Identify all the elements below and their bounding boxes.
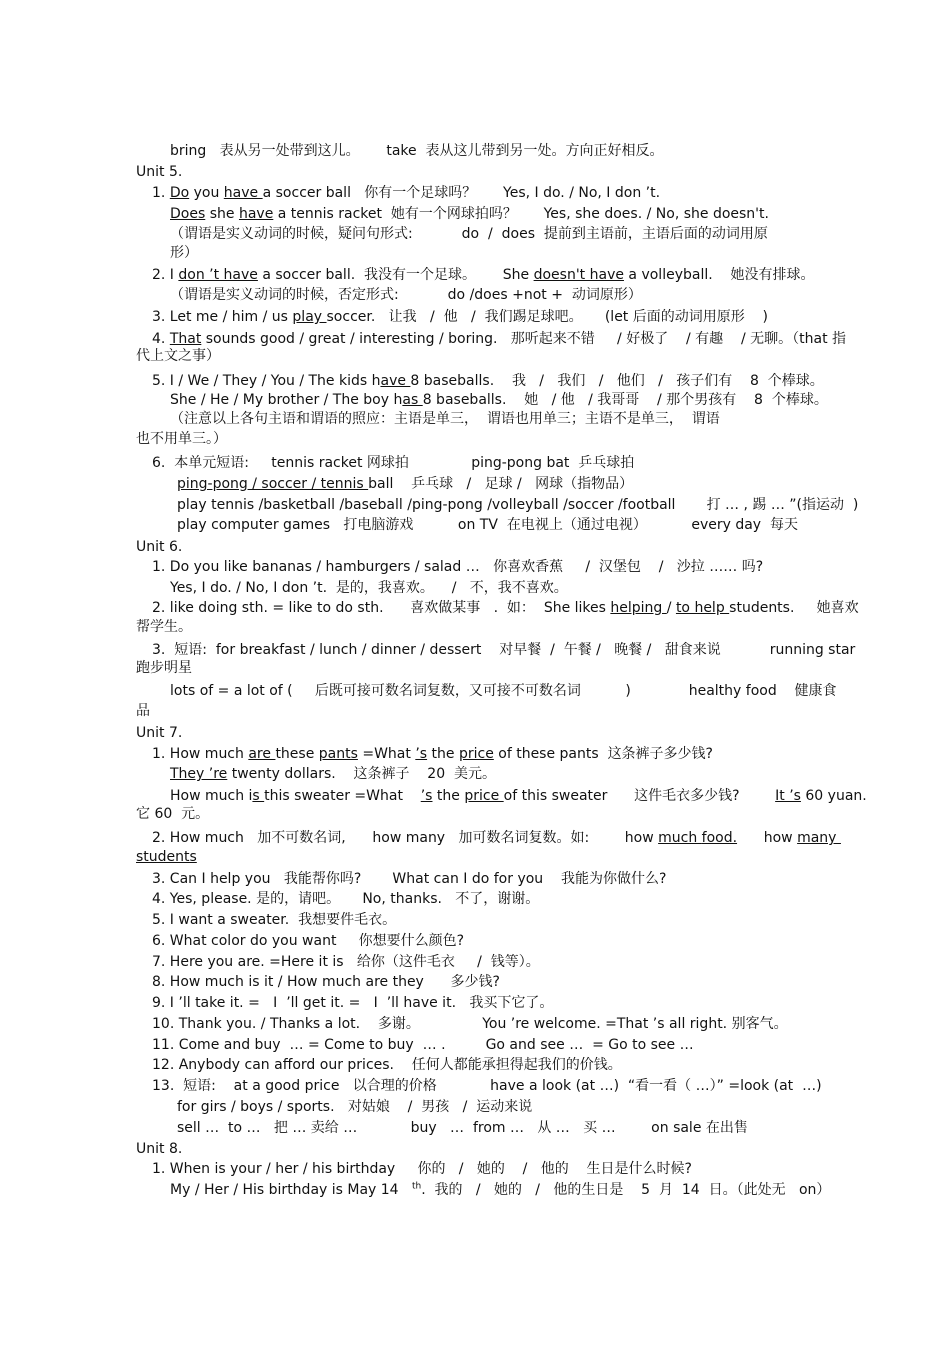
text-run: =What	[357, 746, 416, 762]
text-line	[136, 538, 182, 556]
text-run: 1. How much	[152, 746, 249, 762]
text-run: 60 yuan.	[800, 788, 867, 804]
text-line	[177, 516, 798, 534]
text-line	[136, 163, 182, 181]
text-line	[152, 1056, 622, 1074]
text-line	[152, 911, 396, 929]
underlined-text: play	[292, 309, 327, 325]
text-run: students. 她喜欢	[729, 600, 859, 616]
text-run: 8. How much is it / How much are they 多少钱?	[152, 974, 500, 990]
text-run: a soccer ball 你有一个足球吗？ Yes, I do. / No, I don ’t.	[262, 185, 661, 201]
text-run: she	[205, 206, 239, 222]
text-run: sounds good / great / interesting / boring. 那听起来不错 / 好极了 / 有趣 / 无聊。（that 指	[201, 331, 847, 347]
text-line	[136, 430, 227, 448]
text-run: 1. When is your / her / his birthday 你的 / 她的 / 他的 生日是什么时候?	[152, 1161, 692, 1177]
underlined-text: ave	[380, 373, 411, 389]
text-run: twenty dollars. 这条裤子 20 美元。	[227, 766, 497, 782]
text-line	[170, 205, 769, 223]
underlined-text: as	[402, 392, 423, 408]
text-run: the	[427, 746, 459, 762]
underlined-text: Does	[170, 206, 206, 222]
text-run: play tennis /basketball /baseball /ping-pong /volleyball /soccer /football 打 … , 踢 … ”(指运动 )	[177, 497, 859, 513]
text-line	[152, 266, 814, 284]
text-run: 1.	[152, 185, 170, 201]
text-line	[152, 308, 768, 326]
text-run: of these pants 这条裤子多少钱?	[493, 746, 713, 762]
text-run: 3. Let me / him / us	[152, 309, 293, 325]
text-line	[170, 1181, 830, 1199]
text-run: of this sweater 这件毛衣多少钱?	[503, 788, 776, 804]
superscript-text: th	[411, 1181, 422, 1192]
text-line	[136, 805, 209, 823]
text-run: bring 表从另一处带到这儿。 take 表从这儿带到另一处。方向正好相反。	[170, 143, 664, 159]
text-run: 品	[136, 703, 150, 719]
underlined-text: helping	[610, 600, 667, 616]
text-line	[152, 932, 464, 950]
text-run: 1. Do you like bananas / hamburgers / salad … 你喜欢香蕉 / 汉堡包 / 沙拉 …… 吗?	[152, 559, 764, 575]
text-line	[136, 618, 192, 636]
underlined-text: much	[658, 830, 702, 846]
text-run: 8 baseballs. 我 / 我们 / 他们 / 孩子们有 8 个棒球。	[410, 373, 824, 389]
underlined-text: have	[238, 206, 274, 222]
text-run: this sweater =What	[264, 788, 421, 804]
text-run: . 我的 / 她的 / 他的生日是 5 月 14 日。（此处无 on）	[421, 1182, 831, 1198]
text-line	[170, 410, 720, 428]
text-run: 3. 短语: for breakfast / lunch / dinner / dessert 对早餐 / 午餐 / 晚餐 / 甜食来说 running star	[152, 642, 856, 658]
text-run: 13. 短语: at a good price 以合理的价格 have a look (at …) “看一看（ …）” =look (at …)	[152, 1078, 822, 1094]
text-line	[177, 1119, 748, 1137]
text-run: Unit 7.	[136, 725, 183, 741]
text-run: lots of = a lot of ( 后既可接可数名词复数，又可接不可数名词 ) healthy food 健康食	[170, 683, 837, 699]
text-run: Unit 6.	[136, 539, 183, 555]
text-run: 7. Here you are. =Here it is 给你（这件毛衣 / 钱等）。	[152, 954, 540, 970]
text-run: 11. Come and buy … = Come to buy … . Go and see … = Go to see …	[152, 1037, 694, 1053]
text-run: 2. How much 加不可数名词, how many 加可数名词复数。如: how	[152, 830, 659, 846]
text-line	[170, 579, 568, 597]
text-run: 6. What color do you want 你想要什么颜色?	[152, 933, 465, 949]
text-run: （谓语是实义动词的时候，疑问句形式: do / does 提前到主语前，主语后面的动词用原	[170, 226, 768, 242]
underlined-text: ’s	[420, 788, 433, 804]
underlined-text: many	[797, 830, 841, 846]
text-line	[152, 1036, 694, 1054]
text-line	[170, 286, 642, 304]
text-line	[152, 330, 846, 348]
text-run: 12. Anybody can afford our prices. 任何人都能承担得起我们的价钱。	[152, 1057, 622, 1073]
text-run: 9. I ’ll take it. = I ’ll get it. = I ’ll have it. 我买下它了。	[152, 995, 554, 1011]
text-run: （谓语是实义动词的时候，否定形式: do /does +not + 动词原形）	[170, 287, 642, 303]
underlined-text: ping-pong / soccer / tennis	[177, 476, 369, 492]
text-run: you	[189, 185, 224, 201]
underlined-text: That	[169, 331, 202, 347]
text-line	[152, 599, 859, 617]
text-run: 2. I	[152, 267, 179, 283]
text-line	[152, 1015, 788, 1033]
text-line	[152, 184, 660, 202]
text-run: How much i	[170, 788, 253, 804]
text-line	[170, 787, 867, 805]
text-line	[152, 994, 553, 1012]
text-line	[152, 558, 763, 576]
text-line	[170, 765, 496, 783]
underlined-text: students	[136, 849, 197, 865]
text-run: Yes, I do. / No, I don ’t. 是的，我喜欢。 / 不，我不喜欢。	[170, 580, 568, 596]
text-run: 代上文之事）	[136, 348, 220, 364]
underlined-text: It ’s	[775, 788, 801, 804]
text-line	[152, 973, 500, 991]
text-line	[152, 870, 666, 888]
text-line	[136, 659, 192, 677]
text-run: 6. 本单元短语: tennis racket 网球拍 ping-pong bat 乒乓球拍	[152, 455, 635, 471]
underlined-text: doesn't have	[533, 267, 624, 283]
text-line	[152, 1077, 822, 1095]
text-run: 3. Can I help you 我能帮你吗? What can I do for you 我能为你做什么?	[152, 871, 667, 887]
text-line	[152, 372, 824, 390]
text-line	[152, 890, 539, 908]
text-run: a volleyball. 她没有排球。	[623, 267, 815, 283]
text-run: 5. I want a sweater. 我想要件毛衣。	[152, 912, 397, 928]
underlined-text: They ’re	[170, 766, 228, 782]
text-line	[152, 1160, 692, 1178]
text-run: for girs / boys / sports. 对姑娘 / 男孩 / 运动来说	[177, 1099, 533, 1115]
text-line	[136, 347, 220, 365]
text-run: 它 60 元。	[136, 806, 210, 822]
text-run: 形）	[170, 245, 198, 261]
text-run: 10. Thank you. / Thanks a lot. 多谢。 You ’re welcome. =That ’s all right. 别客气。	[152, 1016, 788, 1032]
text-line	[170, 225, 768, 243]
text-line	[177, 496, 858, 514]
underlined-text: price	[464, 788, 504, 804]
text-line	[177, 1098, 532, 1116]
text-run: the	[432, 788, 465, 804]
text-line	[136, 1140, 182, 1158]
text-run: （注意以上各句主语和谓语的照应：主语是单三， 谓语也用单三；主语不是单三， 谓语	[170, 411, 720, 427]
underlined-text: have	[223, 185, 263, 201]
underlined-text: to help	[675, 600, 730, 616]
text-line	[152, 829, 841, 847]
text-run: soccer. 让我 / 他 / 我们踢足球吧。 (let 后面的动词用原形 )	[326, 309, 769, 325]
underlined-text: food.	[701, 830, 738, 846]
text-line	[152, 454, 634, 472]
text-line	[170, 244, 198, 262]
text-run: sell … to … 把 … 卖给 … buy … from … 从 … 买 … on sale 在出售	[177, 1120, 748, 1136]
text-run: a soccer ball. 我没有一个足球。 She	[257, 267, 534, 283]
text-run: 5. I / We / They / You / The kids h	[152, 373, 381, 389]
text-run: 2. like doing sth. = like to do sth. 喜欢做某事 . 如： She likes	[152, 600, 611, 616]
text-run: these	[275, 746, 319, 762]
text-run: /	[666, 600, 676, 616]
text-line	[170, 682, 837, 700]
text-run: ball 乒乓球 / 足球 / 网球（指物品）	[368, 476, 634, 492]
underlined-text: ’s	[415, 746, 428, 762]
text-run: 帮学生。	[136, 619, 192, 635]
text-run: how	[737, 830, 798, 846]
text-line	[152, 641, 855, 659]
underlined-text: Do	[169, 185, 190, 201]
text-line	[177, 475, 633, 493]
text-line	[152, 745, 713, 763]
text-run: play computer games 打电脑游戏 on TV 在电视上（通过电视） every day 每天	[177, 517, 798, 533]
text-run: 4. Yes, please. 是的，请吧。 No, thanks. 不了，谢谢。	[152, 891, 540, 907]
text-run: a tennis racket 她有一个网球拍吗？ Yes, she does. / No, she doesn't.	[273, 206, 769, 222]
text-run: 也不用单三。）	[136, 431, 227, 447]
underlined-text: don ’t have	[178, 267, 258, 283]
text-line	[152, 953, 540, 971]
text-run: Unit 5.	[136, 164, 183, 180]
underlined-text: s	[252, 788, 265, 804]
underlined-text: are	[248, 746, 276, 762]
text-run: 8 baseballs. 她 / 他 / 我哥哥 / 那个男孩有 8 个棒球。	[422, 392, 828, 408]
underlined-text: price	[458, 746, 494, 762]
text-line	[136, 702, 150, 720]
text-line	[136, 724, 182, 742]
text-run: My / Her / His birthday is May 14	[170, 1182, 412, 1198]
text-line	[170, 142, 664, 160]
text-line	[170, 391, 828, 409]
text-run: Unit 8.	[136, 1141, 183, 1157]
text-line	[136, 848, 197, 866]
text-run: She / He / My brother / The boy h	[170, 392, 403, 408]
text-run: 跑步明星	[136, 660, 192, 676]
underlined-text: pants	[318, 746, 358, 762]
text-run: 4.	[152, 331, 170, 347]
